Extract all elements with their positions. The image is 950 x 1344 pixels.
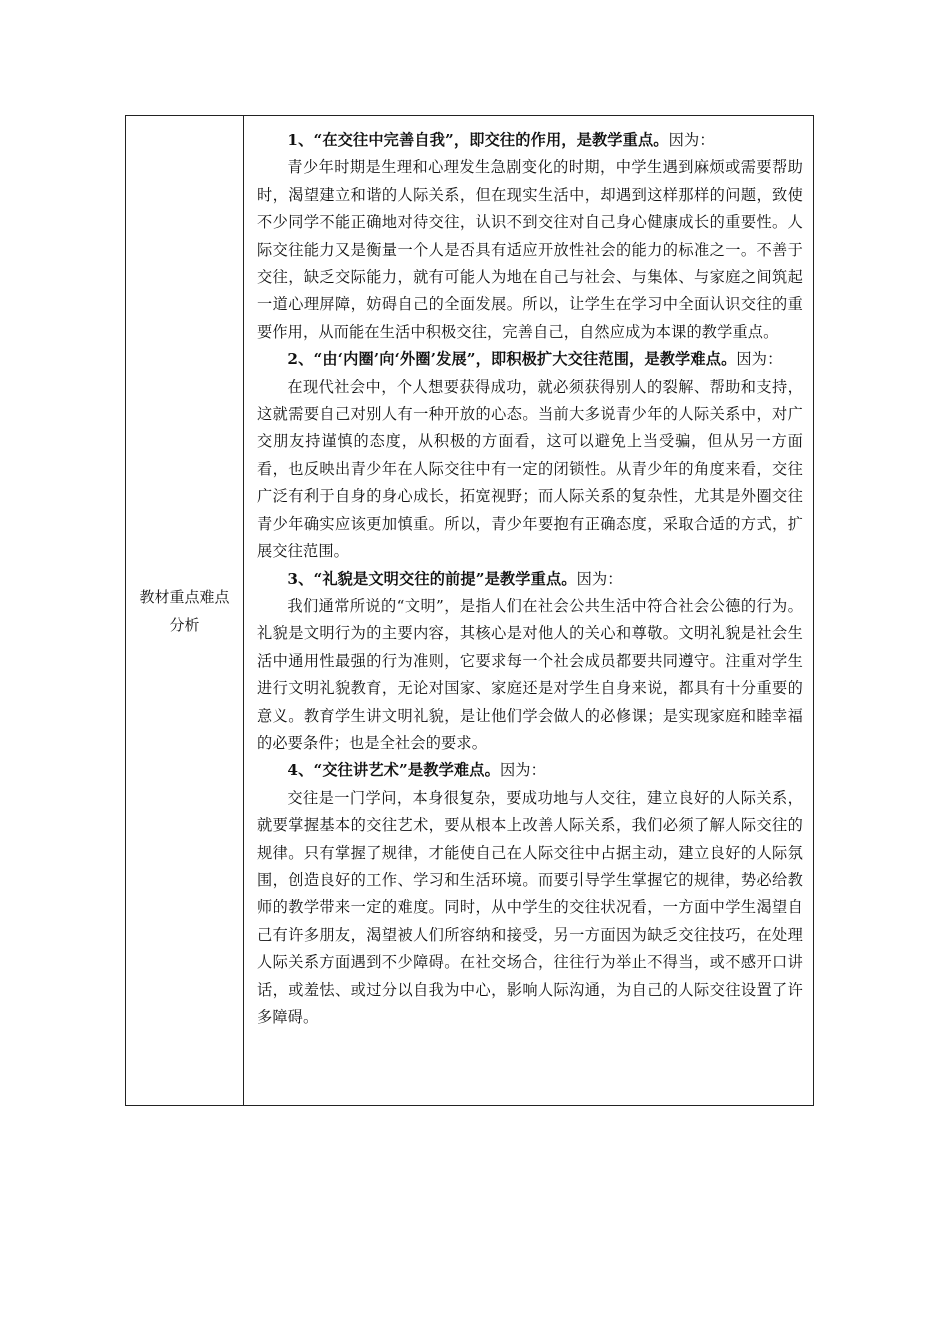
- section-heading-1-tail: 因为：: [668, 131, 715, 149]
- section-heading-2: [257, 346, 803, 373]
- section-body-4: 交往是一门学问，本身很复杂，要成功地与人交往，建立良好的人际关系，就要掌握基本的交往艺术，要从根本上改善人际关系，我们必须了解人际交往的规律。只有掌握了规律，才能使自己在人际交往中占据主动，建立良好的人际氛围，创造良好的工作、学习和生活环境。而要引导学生掌握它的规律，势必给教师的教学带来一定的难度。同时，从中学生的交往状况看，一方面中学生渴望自己有许多朋友，渴望被人们所容纳和接受，另一方面因为缺乏交往技巧，在处理人际关系方面遇到不少障碍。在社交场合，往往行为举止不得当，或不感开口讲话，或羞怯、或过分以自我为中心，影响人际沟通，为自己的人际交往设置了许多障碍。: [257, 788, 803, 1026]
- section-heading-3-tail: 因为：: [576, 569, 623, 588]
- section-heading-4: [257, 757, 803, 784]
- section-heading-3: [257, 566, 803, 593]
- section-heading-3-bold: 3、“礼貌是文明交往的前提”是教学重点。: [287, 569, 577, 588]
- section-heading-1-bold: 1、“在交往中完善自我”，即交往的作用，是教学重点。: [287, 131, 669, 149]
- analysis-table: [125, 115, 814, 1106]
- section-body-1: 青少年时期是生理和心理发生急剧变化的时期，中学生遇到麻烦或需要帮助时，渴望建立和谐的人际关系，但在现实生活中，却遇到这样那样的问题，致使不少同学不能正确地对待交往，认识不到交往对自己身心健康成长的重要性。人际交往能力又是衡量一个人是否具有适应开放性社会的能力的标准之一。不善于交往，缺乏交际能力，就有可能人为地在自己与社会、与集体、与家庭之间筑起一道心理屏障，妨碍自己的全面发展。所以，让学生在学习中全面认识交往的重要作用，从而能在生活中积极交往，完善自己，自然应成为本课的教学重点。: [257, 158, 803, 341]
- section-heading-4-bold: 4、“交往讲艺术”是教学难点。: [287, 761, 500, 780]
- section-body-2: 在现代社会中，个人想要获得成功，就必须获得别人的裂解、帮助和支持，这就需要自己对别人有一种开放的心态。当前大多说青少年的人际关系中，对广交朋友持谨慎的态度，从积极的方面看，这可以避免上当受骗，但从另一方面看，也反映出青少年在人际交往中有一定的闭锁性。从青少年的角度来看，交往广泛有利于自身的身心成长，拓宽视野；而人际关系的复杂性，尤其是外圈交往青少年确实应该更加慎重。所以，青少年要抱有正确态度，采取合适的方式，扩展交往范围。: [257, 377, 803, 561]
- section-body-3: 我们通常所说的“文明”，是指人们在社会公共生活中符合社会公德的行为。礼貌是文明行为的主要内容，其核心是对他人的关心和尊敬。文明礼貌是社会生活中通用性最强的行为准则，它要求每一个社会成员都要共同遵守。注重对学生进行文明礼貌教育，无论对国家、家庭还是对学生自身来说，都具有十分重要的意义。教育学生讲文明礼貌，是让他们学会做人的必修课；是实现家庭和睦幸福的必要条件；也是全社会的要求。: [257, 596, 803, 752]
- section-heading-4-tail: 因为：: [499, 761, 546, 780]
- row-label-cell: [126, 116, 244, 1105]
- section-heading-2-tail: 因为：: [736, 350, 783, 369]
- section-heading-2-bold: 2、“由‘内圈’向‘外圈’发展”，即积极扩大交往范围，是教学难点。: [287, 350, 737, 369]
- section-heading-1: [257, 127, 803, 154]
- row-label: 教材重点难点分析: [139, 587, 230, 634]
- row-content-cell: [244, 116, 813, 1105]
